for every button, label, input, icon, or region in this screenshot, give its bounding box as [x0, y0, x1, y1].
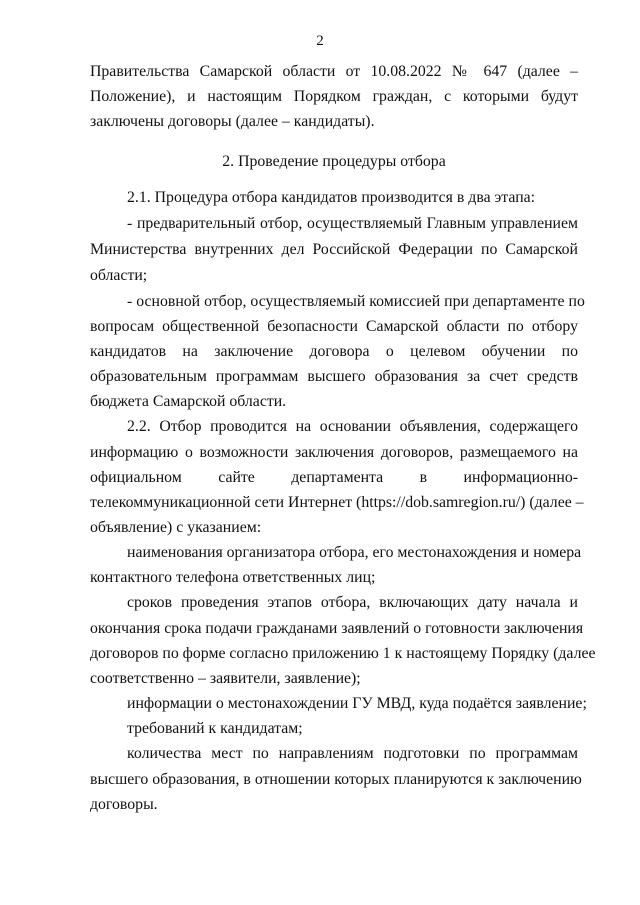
text-line: кандидатов на заключение договора о целевом обучении по	[90, 343, 578, 360]
text-line: Министерства внутренних дел Российской Федерации по Самарской	[90, 241, 578, 258]
text-line: договоров по форме согласно приложению 1 к настоящему Порядку (далее	[90, 645, 596, 662]
text-line: информацию о возможности заключения договоров, размещаемого на	[90, 444, 578, 461]
text-line: образовательным программам высшего образования за счет средств	[90, 368, 578, 385]
text-line: контактного телефона ответственных лиц;	[90, 569, 376, 586]
text-line: Положение), и настоящим Порядком граждан, с которыми будут	[90, 88, 578, 105]
text-line: количества мест по направлениям подготовки по программам	[127, 745, 578, 762]
text-line: требований к кандидатам;	[127, 720, 303, 737]
text-line: бюджета Самарской области.	[90, 393, 287, 410]
text-line: официальном сайте департамента в информационно-	[90, 469, 578, 486]
text-line: высшего образования, в отношении которых планируются к заключению	[90, 771, 582, 788]
text-line: вопросам общественной безопасности Самарской области по отбору	[90, 318, 578, 335]
text-line: наименования организатора отбора, его местонахождения и номера	[127, 544, 582, 561]
text-line: заключены договоры (далее – кандидаты).	[90, 113, 375, 130]
text-line: 2.1. Процедура отбора кандидатов производится в два этапа:	[127, 189, 536, 206]
text-line: области;	[90, 267, 148, 284]
text-line: договоры.	[90, 796, 158, 813]
text-line: 2.2. Отбор проводится на основании объявления, содержащего	[127, 418, 578, 435]
text-line: Правительства Самарской области от 10.08.2022 № 647 (далее –	[90, 63, 578, 80]
text-line: сроков проведения этапов отбора, включающих дату начала и	[127, 594, 578, 611]
text-line: - предварительный отбор, осуществляемый Главным управлением	[127, 215, 578, 232]
text-line: информации о местонахождении ГУ МВД, куда подаётся заявление;	[127, 695, 587, 712]
text-line: соответственно – заявители, заявление);	[90, 670, 361, 687]
text-line: телекоммуникационной сети Интернет (https://dob.samregion.ru/) (далее –	[90, 494, 584, 511]
section-heading: 2. Проведение процедуры отбора	[222, 153, 446, 170]
page-number: 2	[316, 33, 324, 49]
text-line: окончания срока подачи гражданами заявлений о готовности заключения	[90, 620, 584, 637]
text-line: - основной отбор, осуществляемый комиссией при департаменте по	[127, 293, 585, 310]
text-line: объявление) с указанием:	[90, 519, 262, 536]
